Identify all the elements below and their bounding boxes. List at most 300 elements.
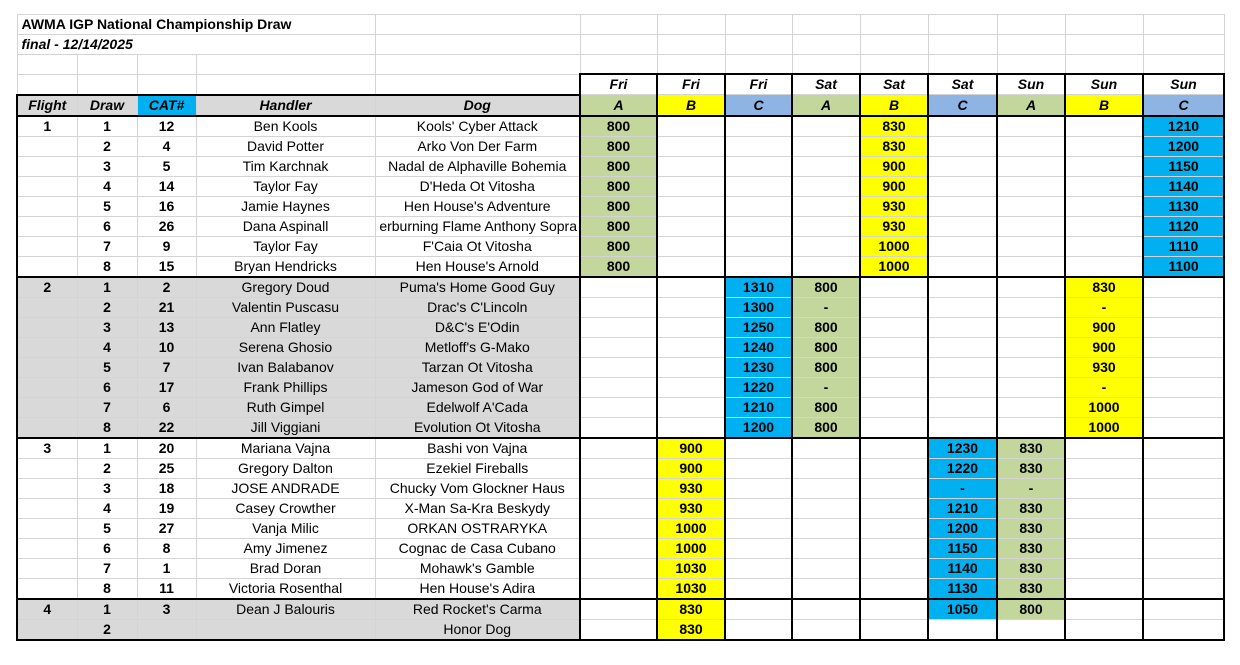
empty-cell[interactable] <box>657 35 725 55</box>
slot-cell[interactable] <box>1065 236 1143 256</box>
slot-cell[interactable] <box>860 438 928 459</box>
sheet-title[interactable]: AWMA IGP National Championship Draw <box>17 15 375 35</box>
header-flight[interactable]: Flight <box>17 95 77 116</box>
empty-cell[interactable] <box>580 35 657 55</box>
empty-cell[interactable] <box>137 74 196 95</box>
dog-cell[interactable]: Honor Dog <box>375 619 580 640</box>
slot-cell[interactable] <box>580 317 657 337</box>
flight-cell[interactable] <box>17 236 77 256</box>
empty-cell[interactable] <box>792 15 860 35</box>
cat-cell[interactable] <box>137 619 196 640</box>
slot-cell[interactable]: 1140 <box>1143 176 1224 196</box>
draw-cell[interactable]: 4 <box>77 498 137 518</box>
empty-cell[interactable] <box>1143 35 1224 55</box>
flight-cell[interactable] <box>17 619 77 640</box>
handler-cell[interactable]: Victoria Rosenthal <box>196 578 375 599</box>
empty-cell[interactable] <box>17 74 77 95</box>
draw-cell[interactable]: 6 <box>77 538 137 558</box>
slot-cell[interactable] <box>1065 538 1143 558</box>
slot-cell[interactable]: 1030 <box>657 558 725 578</box>
slot-cell[interactable]: 1200 <box>928 518 997 538</box>
cat-cell[interactable]: 4 <box>137 136 196 156</box>
slot-cell[interactable]: 830 <box>657 599 725 620</box>
slot-cell[interactable] <box>1065 458 1143 478</box>
dog-cell[interactable]: D'Heda Ot Vitosha <box>375 176 580 196</box>
cat-cell[interactable]: 13 <box>137 317 196 337</box>
slot-cell[interactable] <box>580 518 657 538</box>
slot-cell[interactable] <box>928 317 997 337</box>
slot-cell[interactable]: 900 <box>860 156 928 176</box>
slot-cell[interactable]: 1000 <box>1065 417 1143 438</box>
slot-cell[interactable]: 830 <box>657 619 725 640</box>
slot-cell[interactable] <box>657 196 725 216</box>
slot-cell[interactable] <box>928 297 997 317</box>
slot-cell[interactable]: 830 <box>997 498 1065 518</box>
slot-cell[interactable] <box>725 518 792 538</box>
slot-cell[interactable]: 1000 <box>1065 397 1143 417</box>
slot-cell[interactable] <box>725 619 792 640</box>
handler-cell[interactable] <box>196 619 375 640</box>
handler-cell[interactable]: Tim Karchnak <box>196 156 375 176</box>
slot-cell[interactable] <box>657 176 725 196</box>
empty-cell[interactable] <box>860 35 928 55</box>
dog-cell[interactable]: Tarzan Ot Vitosha <box>375 357 580 377</box>
slot-cell[interactable] <box>1143 458 1224 478</box>
cat-cell[interactable]: 25 <box>137 458 196 478</box>
handler-cell[interactable]: Ann Flatley <box>196 317 375 337</box>
slot-cell[interactable]: 830 <box>860 116 928 137</box>
dog-cell[interactable]: Metloff's G-Mako <box>375 337 580 357</box>
slot-cell[interactable]: 1150 <box>928 538 997 558</box>
handler-cell[interactable]: Jill Viggiani <box>196 417 375 438</box>
draw-cell[interactable]: 1 <box>77 277 137 298</box>
slot-cell[interactable]: 1140 <box>928 558 997 578</box>
flight-cell[interactable]: 3 <box>17 438 77 459</box>
slot-cell[interactable] <box>1065 498 1143 518</box>
dog-cell[interactable]: Jameson God of War <box>375 377 580 397</box>
handler-cell[interactable]: Mariana Vajna <box>196 438 375 459</box>
session-header[interactable]: C <box>928 95 997 116</box>
slot-cell[interactable] <box>860 619 928 640</box>
cat-cell[interactable]: 11 <box>137 578 196 599</box>
slot-cell[interactable] <box>997 397 1065 417</box>
slot-cell[interactable] <box>928 176 997 196</box>
dog-cell[interactable]: F'Caia Ot Vitosha <box>375 236 580 256</box>
dog-cell[interactable]: Mohawk's Gamble <box>375 558 580 578</box>
slot-cell[interactable] <box>792 176 860 196</box>
slot-cell[interactable] <box>928 619 997 640</box>
slot-cell[interactable]: 900 <box>657 438 725 459</box>
slot-cell[interactable]: 900 <box>657 458 725 478</box>
slot-cell[interactable] <box>860 518 928 538</box>
dog-cell[interactable]: Cognac de Casa Cubano <box>375 538 580 558</box>
slot-cell[interactable] <box>792 599 860 620</box>
slot-cell[interactable] <box>997 216 1065 236</box>
dog-cell[interactable]: Red Rocket's Carma <box>375 599 580 620</box>
slot-cell[interactable] <box>928 136 997 156</box>
cat-cell[interactable]: 21 <box>137 297 196 317</box>
handler-cell[interactable]: Vanja Milic <box>196 518 375 538</box>
slot-cell[interactable] <box>928 377 997 397</box>
cat-cell[interactable]: 9 <box>137 236 196 256</box>
slot-cell[interactable] <box>1065 438 1143 459</box>
cat-cell[interactable]: 1 <box>137 558 196 578</box>
slot-cell[interactable] <box>725 478 792 498</box>
empty-cell[interactable] <box>725 55 792 75</box>
cat-cell[interactable]: 19 <box>137 498 196 518</box>
slot-cell[interactable] <box>1143 377 1224 397</box>
slot-cell[interactable]: 800 <box>792 397 860 417</box>
header-draw[interactable]: Draw <box>77 95 137 116</box>
empty-cell[interactable] <box>997 15 1065 35</box>
flight-cell[interactable] <box>17 176 77 196</box>
empty-cell[interactable] <box>928 15 997 35</box>
slot-cell[interactable]: 800 <box>580 116 657 137</box>
slot-cell[interactable]: 830 <box>997 558 1065 578</box>
handler-cell[interactable]: Amy Jimenez <box>196 538 375 558</box>
slot-cell[interactable]: 1220 <box>928 458 997 478</box>
empty-cell[interactable] <box>17 55 77 75</box>
slot-cell[interactable]: 930 <box>657 498 725 518</box>
empty-cell[interactable] <box>1143 55 1224 75</box>
dog-cell[interactable]: Bashi von Vajna <box>375 438 580 459</box>
flight-cell[interactable]: 2 <box>17 277 77 298</box>
slot-cell[interactable]: 830 <box>997 538 1065 558</box>
flight-cell[interactable] <box>17 357 77 377</box>
session-header[interactable]: B <box>860 95 928 116</box>
empty-cell[interactable] <box>375 74 580 95</box>
slot-cell[interactable] <box>792 619 860 640</box>
header-cat[interactable]: CAT# <box>137 95 196 116</box>
slot-cell[interactable]: 800 <box>580 176 657 196</box>
flight-cell[interactable] <box>17 156 77 176</box>
slot-cell[interactable] <box>1143 599 1224 620</box>
draw-cell[interactable]: 3 <box>77 317 137 337</box>
slot-cell[interactable] <box>860 397 928 417</box>
slot-cell[interactable] <box>860 417 928 438</box>
empty-cell[interactable] <box>375 55 580 75</box>
handler-cell[interactable]: Brad Doran <box>196 558 375 578</box>
cat-cell[interactable]: 2 <box>137 277 196 298</box>
slot-cell[interactable] <box>1065 176 1143 196</box>
slot-cell[interactable] <box>657 297 725 317</box>
day-header[interactable]: Fri <box>580 74 657 95</box>
slot-cell[interactable] <box>792 236 860 256</box>
draw-cell[interactable]: 5 <box>77 518 137 538</box>
slot-cell[interactable] <box>725 196 792 216</box>
slot-cell[interactable]: 1120 <box>1143 216 1224 236</box>
day-header[interactable]: Fri <box>657 74 725 95</box>
slot-cell[interactable] <box>1143 357 1224 377</box>
slot-cell[interactable]: 1210 <box>1143 116 1224 137</box>
slot-cell[interactable]: - <box>997 478 1065 498</box>
slot-cell[interactable]: - <box>1065 377 1143 397</box>
handler-cell[interactable]: Ben Kools <box>196 116 375 137</box>
slot-cell[interactable] <box>1065 156 1143 176</box>
slot-cell[interactable] <box>792 558 860 578</box>
empty-cell[interactable] <box>137 55 196 75</box>
slot-cell[interactable] <box>792 458 860 478</box>
slot-cell[interactable] <box>725 156 792 176</box>
cat-cell[interactable]: 20 <box>137 438 196 459</box>
slot-cell[interactable]: 1000 <box>657 538 725 558</box>
dog-cell[interactable]: Hen House's Arnold <box>375 256 580 277</box>
draw-cell[interactable]: 8 <box>77 417 137 438</box>
slot-cell[interactable]: 830 <box>997 578 1065 599</box>
slot-cell[interactable] <box>1143 558 1224 578</box>
slot-cell[interactable] <box>725 216 792 236</box>
slot-cell[interactable] <box>580 599 657 620</box>
slot-cell[interactable] <box>657 236 725 256</box>
slot-cell[interactable] <box>580 297 657 317</box>
day-header[interactable]: Sat <box>792 74 860 95</box>
slot-cell[interactable] <box>860 478 928 498</box>
slot-cell[interactable] <box>657 397 725 417</box>
slot-cell[interactable]: 1250 <box>725 317 792 337</box>
slot-cell[interactable] <box>792 538 860 558</box>
cat-cell[interactable]: 3 <box>137 599 196 620</box>
slot-cell[interactable] <box>1143 397 1224 417</box>
slot-cell[interactable] <box>1143 417 1224 438</box>
slot-cell[interactable] <box>997 277 1065 298</box>
slot-cell[interactable] <box>997 619 1065 640</box>
flight-cell[interactable] <box>17 458 77 478</box>
cat-cell[interactable]: 14 <box>137 176 196 196</box>
day-header[interactable]: Sun <box>1143 74 1224 95</box>
handler-cell[interactable]: Valentin Puscasu <box>196 297 375 317</box>
slot-cell[interactable] <box>657 337 725 357</box>
empty-cell[interactable] <box>1143 15 1224 35</box>
cat-cell[interactable]: 7 <box>137 357 196 377</box>
slot-cell[interactable] <box>657 377 725 397</box>
slot-cell[interactable] <box>997 196 1065 216</box>
empty-cell[interactable] <box>997 55 1065 75</box>
slot-cell[interactable] <box>725 599 792 620</box>
slot-cell[interactable] <box>580 578 657 599</box>
dog-cell[interactable]: Drac's C'Lincoln <box>375 297 580 317</box>
slot-cell[interactable] <box>580 558 657 578</box>
slot-cell[interactable]: 1200 <box>725 417 792 438</box>
empty-cell[interactable] <box>1065 35 1143 55</box>
slot-cell[interactable] <box>1065 136 1143 156</box>
empty-cell[interactable] <box>1065 55 1143 75</box>
slot-cell[interactable]: - <box>792 377 860 397</box>
draw-cell[interactable]: 3 <box>77 156 137 176</box>
slot-cell[interactable] <box>792 116 860 137</box>
draw-cell[interactable]: 8 <box>77 256 137 277</box>
dog-cell[interactable]: Edelwolf A'Cada <box>375 397 580 417</box>
handler-cell[interactable]: Gregory Dalton <box>196 458 375 478</box>
empty-cell[interactable] <box>580 55 657 75</box>
handler-cell[interactable]: Bryan Hendricks <box>196 256 375 277</box>
slot-cell[interactable] <box>1065 216 1143 236</box>
slot-cell[interactable] <box>928 417 997 438</box>
slot-cell[interactable] <box>580 498 657 518</box>
dog-cell[interactable]: Chucky Vom Glockner Haus <box>375 478 580 498</box>
slot-cell[interactable] <box>792 518 860 538</box>
slot-cell[interactable] <box>580 337 657 357</box>
slot-cell[interactable] <box>1065 578 1143 599</box>
slot-cell[interactable]: 900 <box>860 176 928 196</box>
slot-cell[interactable] <box>580 538 657 558</box>
draw-cell[interactable]: 3 <box>77 478 137 498</box>
day-header[interactable]: Fri <box>725 74 792 95</box>
flight-cell[interactable] <box>17 417 77 438</box>
slot-cell[interactable]: 800 <box>792 357 860 377</box>
draw-cell[interactable]: 1 <box>77 438 137 459</box>
cat-cell[interactable]: 27 <box>137 518 196 538</box>
draw-cell[interactable]: 1 <box>77 116 137 137</box>
empty-cell[interactable] <box>77 74 137 95</box>
flight-cell[interactable] <box>17 478 77 498</box>
slot-cell[interactable]: - <box>1065 297 1143 317</box>
slot-cell[interactable] <box>997 337 1065 357</box>
slot-cell[interactable] <box>1065 116 1143 137</box>
slot-cell[interactable] <box>928 156 997 176</box>
handler-cell[interactable]: Ruth Gimpel <box>196 397 375 417</box>
slot-cell[interactable]: 1240 <box>725 337 792 357</box>
flight-cell[interactable] <box>17 578 77 599</box>
slot-cell[interactable]: 800 <box>580 136 657 156</box>
slot-cell[interactable] <box>860 297 928 317</box>
flight-cell[interactable]: 1 <box>17 116 77 137</box>
slot-cell[interactable] <box>792 578 860 599</box>
slot-cell[interactable]: 1210 <box>725 397 792 417</box>
empty-cell[interactable] <box>792 55 860 75</box>
empty-cell[interactable] <box>196 74 375 95</box>
slot-cell[interactable] <box>657 116 725 137</box>
empty-cell[interactable] <box>928 55 997 75</box>
slot-cell[interactable]: 930 <box>860 196 928 216</box>
slot-cell[interactable]: 1210 <box>928 498 997 518</box>
slot-cell[interactable] <box>997 116 1065 137</box>
slot-cell[interactable] <box>725 458 792 478</box>
handler-cell[interactable]: Dean J Balouris <box>196 599 375 620</box>
flight-cell[interactable] <box>17 196 77 216</box>
dog-cell[interactable]: Hen House's Adventure <box>375 196 580 216</box>
session-header[interactable]: B <box>1065 95 1143 116</box>
slot-cell[interactable]: 1030 <box>657 578 725 599</box>
slot-cell[interactable] <box>1143 438 1224 459</box>
dog-cell[interactable]: Arko Von Der Farm <box>375 136 580 156</box>
slot-cell[interactable] <box>657 277 725 298</box>
flight-cell[interactable] <box>17 558 77 578</box>
slot-cell[interactable] <box>928 216 997 236</box>
slot-cell[interactable] <box>1143 277 1224 298</box>
slot-cell[interactable] <box>860 377 928 397</box>
slot-cell[interactable]: 1300 <box>725 297 792 317</box>
slot-cell[interactable]: 1130 <box>1143 196 1224 216</box>
dog-cell[interactable]: ORKAN OSTRARYKA <box>375 518 580 538</box>
slot-cell[interactable] <box>657 417 725 438</box>
slot-cell[interactable] <box>928 277 997 298</box>
empty-cell[interactable] <box>196 55 375 75</box>
slot-cell[interactable] <box>580 417 657 438</box>
slot-cell[interactable] <box>792 136 860 156</box>
slot-cell[interactable] <box>725 538 792 558</box>
slot-cell[interactable] <box>928 337 997 357</box>
slot-cell[interactable]: 800 <box>792 277 860 298</box>
slot-cell[interactable] <box>860 558 928 578</box>
draw-cell[interactable]: 4 <box>77 337 137 357</box>
slot-cell[interactable]: 1050 <box>928 599 997 620</box>
handler-cell[interactable]: Casey Crowther <box>196 498 375 518</box>
dog-cell[interactable]: X-Man Sa-Kra Beskydy <box>375 498 580 518</box>
flight-cell[interactable] <box>17 317 77 337</box>
flight-cell[interactable] <box>17 498 77 518</box>
handler-cell[interactable]: JOSE ANDRADE <box>196 478 375 498</box>
slot-cell[interactable]: 930 <box>860 216 928 236</box>
handler-cell[interactable]: Taylor Fay <box>196 176 375 196</box>
slot-cell[interactable]: - <box>928 478 997 498</box>
slot-cell[interactable] <box>997 417 1065 438</box>
flight-cell[interactable] <box>17 216 77 236</box>
session-header[interactable]: B <box>657 95 725 116</box>
slot-cell[interactable] <box>1065 599 1143 620</box>
draw-cell[interactable]: 6 <box>77 216 137 236</box>
draw-cell[interactable]: 7 <box>77 236 137 256</box>
slot-cell[interactable]: 1220 <box>725 377 792 397</box>
empty-cell[interactable] <box>375 15 580 35</box>
slot-cell[interactable] <box>792 498 860 518</box>
slot-cell[interactable] <box>1143 619 1224 640</box>
slot-cell[interactable] <box>725 236 792 256</box>
slot-cell[interactable] <box>928 256 997 277</box>
slot-cell[interactable] <box>928 236 997 256</box>
slot-cell[interactable] <box>657 136 725 156</box>
slot-cell[interactable] <box>657 317 725 337</box>
slot-cell[interactable]: 830 <box>1065 277 1143 298</box>
slot-cell[interactable] <box>1143 297 1224 317</box>
slot-cell[interactable] <box>657 357 725 377</box>
handler-cell[interactable]: David Potter <box>196 136 375 156</box>
slot-cell[interactable] <box>860 277 928 298</box>
slot-cell[interactable]: 1230 <box>928 438 997 459</box>
slot-cell[interactable] <box>725 438 792 459</box>
cat-cell[interactable]: 16 <box>137 196 196 216</box>
slot-cell[interactable]: 830 <box>997 518 1065 538</box>
dog-cell[interactable]: Ezekiel Fireballs <box>375 458 580 478</box>
slot-cell[interactable] <box>1143 518 1224 538</box>
slot-cell[interactable]: 800 <box>580 216 657 236</box>
draw-cell[interactable]: 2 <box>77 619 137 640</box>
dog-cell[interactable]: Evolution Ot Vitosha <box>375 417 580 438</box>
slot-cell[interactable] <box>1065 196 1143 216</box>
slot-cell[interactable] <box>792 478 860 498</box>
session-header[interactable]: A <box>997 95 1065 116</box>
draw-cell[interactable]: 2 <box>77 297 137 317</box>
day-header[interactable]: Sun <box>1065 74 1143 95</box>
cat-cell[interactable]: 6 <box>137 397 196 417</box>
slot-cell[interactable]: - <box>792 297 860 317</box>
handler-cell[interactable]: Taylor Fay <box>196 236 375 256</box>
slot-cell[interactable]: 900 <box>1065 337 1143 357</box>
slot-cell[interactable] <box>1065 478 1143 498</box>
slot-cell[interactable] <box>792 196 860 216</box>
slot-cell[interactable] <box>1143 317 1224 337</box>
draw-cell[interactable]: 8 <box>77 578 137 599</box>
cat-cell[interactable]: 5 <box>137 156 196 176</box>
slot-cell[interactable]: 1000 <box>657 518 725 538</box>
slot-cell[interactable]: 800 <box>580 236 657 256</box>
slot-cell[interactable] <box>997 156 1065 176</box>
slot-cell[interactable] <box>928 196 997 216</box>
slot-cell[interactable] <box>792 438 860 459</box>
empty-cell[interactable] <box>860 55 928 75</box>
cat-cell[interactable]: 22 <box>137 417 196 438</box>
handler-cell[interactable]: Gregory Doud <box>196 277 375 298</box>
flight-cell[interactable] <box>17 397 77 417</box>
